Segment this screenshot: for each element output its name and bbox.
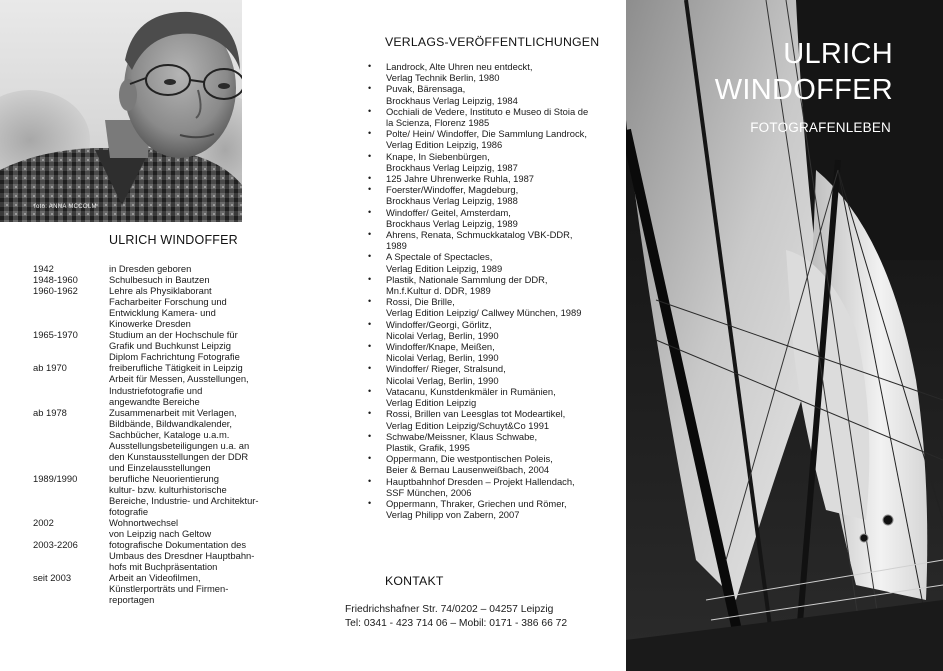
publication-line: Verlag Edition Leipzig/Schuyt&Co 1991: [386, 419, 550, 431]
publication-line: Rossi, Brillen van Leesglas tot Modeartikel,: [386, 408, 566, 420]
publication-item: [368, 319, 616, 341]
publication-line: Knape, In Siebenbürgen,: [386, 150, 490, 162]
publication-line: Windoffer/ Rieger, Stralsund,: [386, 363, 506, 375]
publication-line: 1989: [386, 240, 407, 252]
cover-photo: [626, 0, 943, 671]
bio-year: 1965-1970: [33, 329, 78, 341]
bio-text: [109, 274, 274, 285]
bio-line: reportagen: [109, 594, 155, 606]
bio-line: Umbaus des Dresdner Hauptbahn-: [109, 550, 255, 562]
cover-title-line1: ULRICH: [783, 38, 893, 70]
bullet-icon: •: [368, 475, 372, 486]
bio-line: Grafik und Buchkunst Leipzig: [109, 340, 231, 352]
publication-line: Ahrens, Renata, Schmuckkatalog VBK-DDR,: [386, 229, 573, 241]
bio-text: [109, 407, 274, 473]
publication-item: [368, 173, 616, 184]
publication-line: Schwabe/Meissner, Klaus Schwabe,: [386, 430, 538, 442]
publication-line: Mn.f.Kultur d. DDR, 1989: [386, 285, 491, 297]
publication-line: la Scienza, Florenz 1985: [386, 117, 490, 129]
publication-line: Brockhaus Verlag Leipzig, 1984: [386, 94, 518, 106]
publications-list: [368, 61, 616, 520]
bio-row: [33, 407, 333, 473]
portrait-illustration: [0, 0, 242, 222]
publication-item: [368, 251, 616, 273]
bullet-icon: •: [368, 229, 372, 240]
bio-line: Bereiche, Industrie- und Architektur-: [109, 494, 259, 506]
bio-row: [33, 572, 333, 605]
publication-line: Vatacanu, Kunstdenkmäler in Rumänien,: [386, 385, 556, 397]
bio-text: [109, 572, 274, 605]
publication-line: Hauptbahnhof Dresden – Projekt Hallendach,: [386, 475, 575, 487]
bullet-icon: •: [368, 497, 372, 508]
publication-line: Verlag Edition Leipzig/ Callwey München, 1989: [386, 307, 582, 319]
bio-line: freiberufliche Tätigkeit in Leipzig: [109, 362, 243, 374]
publication-line: Brockhaus Verlag Leipzig, 1987: [386, 161, 518, 173]
photo-credit: foto: ANNA MCCOLM: [34, 204, 97, 210]
publication-item: [368, 128, 616, 150]
bullet-icon: •: [368, 184, 372, 195]
bullet-icon: •: [368, 105, 372, 116]
publication-line: Landrock, Alte Uhren neu entdeckt,: [386, 61, 533, 72]
publication-line: Plastik, Nationale Sammlung der DDR,: [386, 273, 548, 285]
bio-text: [109, 539, 274, 572]
bio-row: [33, 362, 333, 406]
bio-year: 1948-1960: [33, 274, 78, 286]
publication-item: [368, 363, 616, 385]
bio-line: fotografische Dokumentation des: [109, 539, 247, 551]
cover-title: [715, 36, 893, 108]
publication-item: [368, 341, 616, 363]
publication-line: Polte/ Hein/ Windoffer, Die Sammlung Landrock,: [386, 128, 587, 140]
bullet-icon: •: [368, 61, 372, 71]
cover-title-line2: WINDOFFER: [714, 74, 893, 106]
bio-line: Diplom Fachrichtung Fotografie: [109, 351, 240, 363]
bio-year: 1989/1990: [33, 472, 78, 484]
publication-line: Brockhaus Verlag Leipzig, 1989: [386, 217, 518, 229]
bullet-icon: •: [368, 296, 372, 307]
bio-line: Wohnortwechsel: [109, 517, 179, 529]
bio-line: Industriefotografie und: [109, 384, 203, 396]
bio-line: Facharbeiter Forschung und: [109, 296, 227, 308]
publication-item: [368, 106, 616, 128]
bio-line: und Einzelausstellungen: [109, 461, 211, 473]
bio-line: berufliche Neuorientierung: [109, 472, 219, 484]
publication-item: [368, 274, 616, 296]
bio-line: Bildbände, Bildwandkalender,: [109, 417, 233, 429]
publication-item: [368, 296, 616, 318]
bio-row: [33, 263, 333, 274]
bullet-icon: •: [368, 363, 372, 374]
publication-line: Nicolai Verlag, Berlin, 1990: [386, 374, 499, 386]
bio-text: [109, 517, 274, 539]
publication-line: 125 Jahre Uhrenwerke Ruhla, 1987: [386, 173, 535, 185]
bio-year: 1960-1962: [33, 285, 78, 297]
bio-line: Künstlerporträts und Firmen-: [109, 583, 229, 595]
publication-item: [368, 476, 616, 498]
bullet-icon: •: [368, 273, 372, 284]
bio-year: ab 1970: [33, 362, 67, 374]
bio-text: [109, 329, 274, 362]
bio-line: fotografie: [109, 506, 149, 518]
bio-row: [33, 285, 333, 329]
bio-year: 2003-2206: [33, 539, 78, 551]
publication-line: SSF München, 2006: [386, 486, 472, 498]
bullet-icon: •: [368, 318, 372, 329]
publication-item: [368, 61, 616, 83]
publication-item: [368, 83, 616, 105]
publication-item: [368, 386, 616, 408]
bio-line: angewandte Bereiche: [109, 395, 200, 407]
publication-item: [368, 151, 616, 173]
bullet-icon: •: [368, 251, 372, 262]
bio-line: Arbeit an Videofilmen,: [109, 572, 201, 584]
contact-heading: KONTAKT: [385, 574, 444, 588]
bio-line: in Dresden geboren: [109, 263, 192, 274]
publication-line: Nicolai Verlag, Berlin, 1990: [386, 352, 499, 364]
bio-text: [109, 263, 274, 274]
bullet-icon: •: [368, 341, 372, 352]
bio-row: [33, 274, 333, 285]
contact-address: Friedrichshafner Str. 74/0202 – 04257 Leipzig: [345, 604, 554, 615]
publication-item: [368, 453, 616, 475]
bullet-icon: •: [368, 83, 372, 94]
bio-heading: ULRICH WINDOFFER: [109, 233, 238, 247]
bullet-icon: •: [368, 150, 372, 161]
publication-item: [368, 431, 616, 453]
biography-list: [33, 263, 333, 605]
publication-line: Oppermann, Thraker, Griechen und Römer,: [386, 497, 567, 509]
bio-row: [33, 473, 333, 517]
bio-line: Lehre als Physiklaborant: [109, 285, 212, 297]
publication-line: Verlag Edition Leipzig: [386, 397, 477, 409]
publication-line: Plastik, Grafik, 1995: [386, 441, 470, 453]
bio-line: von Leipzig nach Geltow: [109, 528, 212, 540]
bio-year: seit 2003: [33, 572, 72, 584]
publication-line: Brockhaus Verlag Leipzig, 1988: [386, 195, 518, 207]
bullet-icon: •: [368, 128, 372, 139]
bio-line: Schulbesuch in Bautzen: [109, 274, 210, 286]
bullet-icon: •: [368, 173, 372, 184]
publication-item: [368, 498, 616, 520]
bio-line: Ausstellungsbeteiligungen u.a. an: [109, 439, 250, 451]
publication-line: Puvak, Bärensaga,: [386, 83, 466, 95]
publication-line: Verlag Technik Berlin, 1980: [386, 72, 500, 84]
bio-line: kultur- bzw. kulturhistorische: [109, 483, 227, 495]
bullet-icon: •: [368, 385, 372, 396]
bullet-icon: •: [368, 453, 372, 464]
publication-item: [368, 207, 616, 229]
bio-line: Arbeit für Messen, Ausstellungen,: [109, 373, 249, 385]
publication-item: [368, 184, 616, 206]
portrait-photo: [0, 0, 242, 222]
bio-year: 1942: [33, 263, 54, 274]
publication-line: Windoffer/Georgi, Görlitz,: [386, 318, 492, 330]
bio-row: [33, 517, 333, 539]
publication-line: Verlag Philipp von Zabern, 2007: [386, 509, 520, 521]
bullet-icon: •: [368, 430, 372, 441]
bio-line: Kinowerke Dresden: [109, 318, 191, 330]
bio-year: ab 1978: [33, 406, 67, 418]
bio-line: Studium an der Hochschule für: [109, 329, 238, 341]
publication-line: Windoffer/ Geitel, Amsterdam,: [386, 206, 511, 218]
bio-year: 2002: [33, 517, 54, 529]
bio-row: [33, 539, 333, 572]
publication-line: Beier & Bernau Lausenweißbach, 2004: [386, 464, 550, 476]
bio-line: hofs mit Buchpräsentation: [109, 561, 218, 573]
publication-line: Foerster/Windoffer, Magdeburg,: [386, 184, 519, 196]
bio-text: [109, 285, 274, 329]
publication-line: Windoffer/Knape, Meißen,: [386, 341, 495, 353]
bullet-icon: •: [368, 206, 372, 217]
publication-line: Occhiali de Vedere, Instituto e Museo di Stoia de: [386, 105, 589, 117]
publication-item: [368, 408, 616, 430]
publications-heading: VERLAGS-VERÖFFENTLICHUNGEN: [385, 35, 600, 49]
bio-text: [109, 362, 274, 406]
bio-row: [33, 329, 333, 362]
bio-line: den Kunstausstellungen der DDR: [109, 450, 249, 462]
cover-subtitle: FOTOGRAFENLEBEN: [750, 120, 891, 135]
publication-line: A Spectale of Spectacles,: [386, 251, 493, 263]
contact-block: [345, 603, 567, 631]
bio-line: Zusammenarbeit mit Verlagen,: [109, 406, 237, 418]
publication-line: Verlag Edition Leipzig, 1986: [386, 139, 503, 151]
bio-line: Sachbücher, Kataloge u.a.m.: [109, 428, 230, 440]
publication-item: [368, 229, 616, 251]
bio-text: [109, 473, 274, 517]
publication-line: Rossi, Die Brille,: [386, 296, 455, 308]
publication-line: Oppermann, Die westpontischen Poleis,: [386, 453, 553, 465]
publication-line: Verlag Edition Leipzig, 1989: [386, 262, 503, 274]
publication-line: Nicolai Verlag, Berlin, 1990: [386, 329, 499, 341]
bio-line: Entwicklung Kamera- und: [109, 307, 216, 319]
bullet-icon: •: [368, 408, 372, 419]
contact-phone: Tel: 0341 - 423 714 06 – Mobil: 0171 - 386 66 72: [345, 617, 568, 629]
